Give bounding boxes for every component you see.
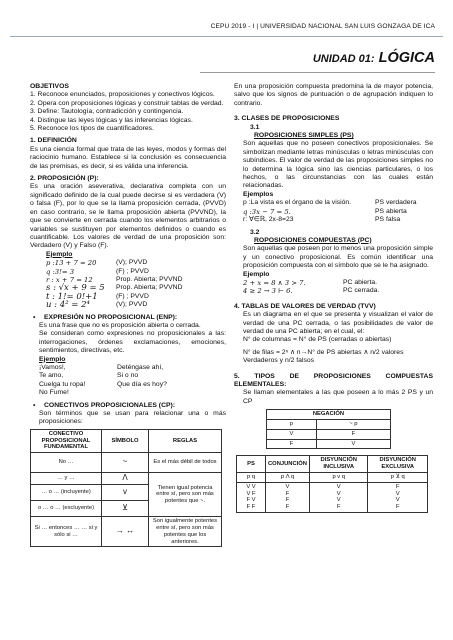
enp-text-2: Se consideran como expresiones no proposicionales a las: interrogaciones, órdenes exclamaciones, emociones, sentimientos, directivas, etc. [39, 330, 226, 355]
ejemplo-label: Ejemplo [46, 250, 73, 258]
example-row: r : x + 7 = 12 Prop. Abierta; PVVND [46, 275, 183, 284]
definicion-heading: 1. DEFINICIÓN [30, 137, 77, 145]
tvv-verdaderos: Verdaderos y n/2 falsos [243, 357, 315, 365]
ps-heading: ROPOSICIONES SIMPLES (PS) [254, 132, 354, 140]
example-row: s : √x + 9 = 5 Prop. Abierta; PVVND [46, 283, 183, 294]
enp-text-1: Es una frase que no es proposición abierta o cerrada. [39, 321, 201, 329]
ps-ejemplos-label: Ejemplos [243, 190, 274, 198]
objetivo-2: 2. Opera con proposiciones lógicas y construir tablas de verdad. [30, 99, 224, 107]
objetivo-1: 1. Reconoce enunciados, proposiciones y conectivos lógicos. [30, 91, 215, 99]
negation-table: NEGACIÓN p ~ p V F F V [266, 409, 391, 449]
header-rule [10, 36, 443, 37]
running-header: CEPU 2019 - I | UNIVERSIDAD NACIONAL SAN LUIS GONZAGA DE ICA [210, 23, 435, 30]
enp-ejemplo-label: Ejemplo [39, 355, 66, 363]
section-3-1: 3.1 [250, 123, 260, 131]
definicion-text: Es una ciencia formal que trata de las leyes, modos y formas del raciocinio humano. Establece si la conclusión es consecuencia de las premisas, es decir, si es válida una inferencia. [30, 145, 226, 170]
unit-title [313, 50, 435, 66]
tvv-heading: 4. TABLAS DE VALORES DE VERDAD (TVV) [234, 302, 376, 310]
truth-table: PS CONJUNCIÓN DISYUNCIÓN INCLUSIVA DISYUNCIÓN EXCLUSIVA p q p Λ q p v q p ⊻ q V V V F F V F F V F F F V V V F F V V F [236, 455, 428, 513]
section-3-2: 3.2 [250, 228, 260, 236]
connectives-table: CONECTIVO PROPOSICIONAL FUNDAMENTAL SÍMBOLO REGLAS No … ~ Es el más débil de todos … y … Λ Tienen igual potencia entre sí, pero son más potentes que ~. … o … (incluyente) v o … o … (excluyente) ⊻ Si … entonces … … si y sólo si … → ↔ Son igualmente potentes entre sí, pero son más potentes que los anteriores. [30, 429, 222, 548]
pce-text: Se llaman elementales a las que poseen a lo más 2 PS y un CP [243, 389, 433, 405]
left-column: OBJETIVOS 1. Reconoce enunciados, proposiciones y conectivos lógicos. 2. Opera con proposiciones lógicas y construir tablas de verdad. 3. Define: Tautología, contradicción y contingencia. 4. Distingue las leyes lógicas y las inferencias lógicas. 5. Reconoce los tipos de cuantificadores. 1. DEFINICIÓN Es una ciencia formal que trata de las leyes, modos y formas del raciocinio humano. Establece si la conclusión es consecuencia de las premisas, es decir, si es válida una inferencia. 2. PROPOSICIÓN (P): Es una oración aseverativa, declarativa completa con un significado definido de la cual puede decirse si es verdadera (V) o falsa (F), por lo que se la llama proposición cerrada, (PVVD) en caso contrario, se le llama proposición abierta (PVVND), la que se convierte en cerrada cuando los elementos arbitrarios o variables se sustituyen por elementos definidos o cuando es cuantificable. Los valores de verdad de una proposición son: Verdadero (V) y Falso (F). Ejemplo p :13 + 7 = 20 (V); PVVD q :3!= 3 (F) ; PVVD r : x + 7 = 12 Prop. Abierta; PVVND s : √x + 9 = 5 Prop. Abierta; PVVND t : 1!= 0!+1 (F) ; PVVD u : 4² = 2⁴ (V); PVVD • EXPRESIÓN NO PROPOSICIONAL (ENP): Es una frase que no es proposición abierta o cerrada. Se consideran como expresiones no proposicionales a las: interrogaciones, órdenes exclamaciones, emociones, sentimientos, directivas, etc. Ejemplo ¡Vamos!, Deténgase ahí, Te amo, Si o no Cuelga tu ropa! Que día es hoy? No Fume! • CONECTIVOS PROPOSICIONALES (CP): Son términos que se usan para relacionar una o más proposiciones: CONECTIVO PROPOSICIONAL FUNDAMENTAL SÍMBOLO REGLAS No … ~ Es el más débil de todos … y … Λ Tienen igual potencia entre sí, pero son más potentes que ~. … o … (incluyente) v o … o … (excluyente) ⊻ Si … entonces … … si y sólo si … → ↔ Son igualmente potentes entre sí, pero son más potentes que los anteriores. [30, 83, 226, 547]
clases-heading: 3. CLASES DE PROPOSICIONES [234, 115, 340, 123]
objetivo-5: 5. Reconoce los tipos de cuantificadores. [30, 125, 154, 133]
unit-label: UNIDAD 01: [312, 53, 375, 65]
pce-heading: 5. TIPOS DE PROPOSICIONES COMPUESTAS ELEMENTALES: [234, 372, 433, 388]
tvv-columns: N° de columnas = N° de PS (cerradas o abiertas) [243, 336, 392, 344]
precedence-text: En una proposición compuesta predomina la de mayor potencia, salvo que los signos de puntuación o de agrupación indiquen lo contrario. [234, 83, 433, 107]
pc-ejemplo-label: Ejemplo [243, 270, 270, 278]
proposicion-heading: 2. PROPOSICIÓN (P): [30, 175, 99, 183]
right-column: En una proposición compuesta predomina la de mayor potencia, salvo que los signos de puntuación o de agrupación indiquen lo contrario. 3. CLASES DE PROPOSICIONES 3.1 ROPOSICIONES SIMPLES (PS) Son aquellas que no poseen conectivos proposicionales. Se simbolizan mediante letras minúsculas o letras minúsculas con subíndices. El valor de verdad de las proposiciones simples no lo determina la lógica sino las ciencias particulares, o los hechos, o las circunstancias con las cuales están relacionadas. Ejemplos p :La vista es el órgano de la visión. PS verdadera q :3x − 7 = 5. PS abierta r: ∀∈ℝ, 2x-8=23 PS falsa 3.2 ROPOSICIONES COMPUESTAS (PC) Son aquellas que poseen por lo menos una proposición simple y un conectivo proposicional. Es común identificar una proposición compuesta con el símbolo que se le ha asignado. Ejemplo 2 + x = 8 ∧ 3 > 7. PC abierta. 4 ≥ 2 → 3 ⊢ 6. PC cerrada. 4. TABLAS DE VALORES DE VERDAD (TVV) Es un diagrama en el que se presenta y visualizan el valor de verdad de una PC cerrada, o las posibilidades de valor de verdad de una PC abierta; en el cual, el: N° de columnas = N° de PS (cerradas o abiertas) N° de filas = 2ⁿ ∧ n→N° de PS abiertas ∧ n/2 valores Verdaderos y n/2 falsos 5. TIPOS DE PROPOSICIONES COMPUESTAS ELEMENTALES: Se llaman elementales a las que poseen a lo más 2 PS y un CP NEGACIÓN p ~ p V F F V PS CONJUNCIÓN DISYUNCIÓN INCLUSIVA DISYUNCIÓN EXCLUSIVA p q p Λ q p v q p ⊻ q V V V F F V F F V F F F V V V F F V V F [234, 83, 433, 513]
tvv-rows: N° de filas = 2ⁿ ∧ n→N° de PS abiertas ∧ n/2 valores [243, 348, 404, 356]
proposicion-text: Es una oración aseverativa, declarativa completa con un significado definido de la cual puede decirse si es verdadera (V) o falsa (F), por lo que se la llama proposición cerrada, (PVVD) en caso contrario, se le llama proposición abierta (PVVND), la que se convierte en cerrada cuando los elementos arbitrarios o variables se sustituyen por elementos definidos o cuando es cuantificable. Los valores de verdad de una proposición son: Verdadero (V) y Falso (F). [30, 183, 226, 250]
pc-text: Son aquellas que poseen por lo menos una proposición simple y un conectivo proposicional. Es común identificar una proposición compuesta con el símbolo que se le ha asignado. [243, 245, 433, 270]
enp-heading: • EXPRESIÓN NO PROPOSICIONAL (ENP): [30, 314, 226, 322]
example-row: q :3!= 3 (F) ; PVVD [46, 267, 149, 276]
example-row: t : 1!= 0!+1 (F) ; PVVD [46, 291, 149, 302]
objetivo-3: 3. Define: Tautología, contradicción y contingencia. [30, 108, 184, 116]
unit-topic: LÓGICA [378, 50, 435, 66]
cp-text: Son términos que se usan para relacionar una o más proposiciones: [39, 410, 226, 426]
example-row: u : 4² = 2⁴ (V); PVVD [46, 300, 148, 311]
objetivo-4: 4. Distingue las leyes lógicas y las inferencias lógicas. [30, 116, 193, 124]
title-rule [200, 72, 435, 73]
objetivos-heading: OBJETIVOS [30, 83, 69, 90]
example-row: p :13 + 7 = 20 (V); PVVD [46, 259, 148, 268]
cp-heading: • CONECTIVOS PROPOSICIONALES (CP): [30, 402, 226, 410]
ps-text: Son aquellas que no poseen conectivos proposicionales. Se simbolizan mediante letras minúsculas o letras minúsculas con subíndices. El valor de verdad de las proposiciones simples no lo determina la lógica sino las ciencias particulares, o los hechos, o las circunstancias con las cuales están relacionadas. [243, 140, 433, 190]
tvv-text: Es un diagrama en el que se presenta y visualizan el valor de verdad de una PC cerrada, o las posibilidades de valor de verdad de una PC abierta; en el cual, el: [243, 311, 433, 335]
pc-heading: ROPOSICIONES COMPUESTAS (PC) [254, 236, 372, 244]
